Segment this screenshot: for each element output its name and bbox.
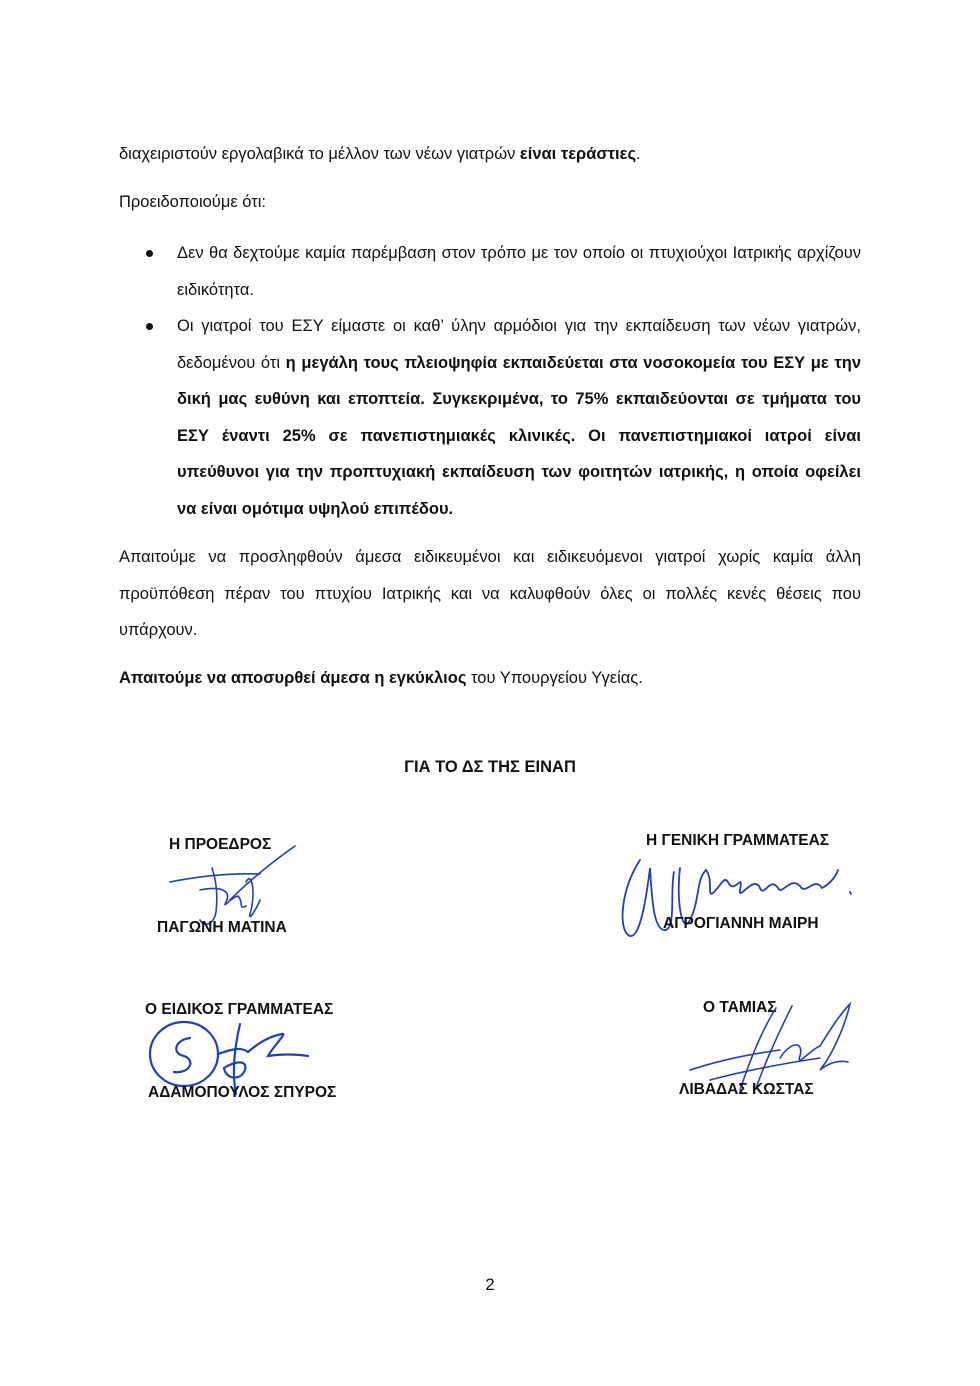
- page-number: 2: [485, 1275, 495, 1294]
- bullet-icon: [146, 323, 153, 330]
- treasurer-role: Ο ΤΑΜΙΑΣ: [703, 999, 777, 1016]
- special-secretary-name: ΑΔΑΜΟΠΟΥΛΟΣ ΣΠΥΡΟΣ: [148, 1084, 337, 1101]
- bullet-item-1: Δεν θα δεχτούμε καμία παρέμβαση στον τρόπο με τον οποίο οι πτυχιούχοι Ιατρικής αρχίζουν ειδικότητα.: [177, 244, 861, 299]
- bold-phrase: η μεγάλη τους πλειοψηφία εκπαιδεύεται στα νοσοκομεία του ΕΣΥ με την δική μας ευθύνη και εποπτεία. Συγκεκριμένα, το 75% εκπαιδεύονται σε τμήματα του ΕΣΥ έναντι 25% σε πανεπιστημιακές κλινικές. Οι πανεπιστημιακοί ιατροί είναι υπεύθυνοι για την προπτυχιακή εκπαίδευση των φοιτητών ιατρικής, η οποία οφείλει να είναι ομότιμα υψηλού επιπέδου.: [177, 353, 861, 518]
- general-secretary-name: ΑΓΡΟΓΙΑΝΝΗ ΜΑΙΡΗ: [663, 915, 819, 932]
- president-name: ΠΑΓΩΝΗ ΜΑΤΙΝΑ: [157, 919, 287, 936]
- bullet-item-2: Οι γιατροί του ΕΣΥ είμαστε οι καθ’ ύλην αρμόδιοι για την εκπαίδευση των νέων γιατρών, δεδομένου ότι η μεγάλη τους πλειοψηφία εκπαιδεύεται στα νοσοκομεία του ΕΣΥ με την δική μας ευθύνη και εποπτεία. Συγκεκριμένα, το 75% εκπαιδεύονται σε τμήματα του ΕΣΥ έναντι 25% σε πανεπιστημιακές κλινικές. Οι πανεπιστημιακοί ιατροί είναι υπεύθυνοι για την προπτυχιακή εκπαίδευση των φοιτητών ιατρικής, η οποία οφείλει να είναι ομότιμα υψηλού επιπέδου.: [177, 317, 861, 518]
- signatures-heading: ΓΙΑ ΤΟ ΔΣ ΤΗΣ ΕΙΝΑΠ: [404, 758, 576, 776]
- treasurer-name: ΛΙΒΑΔΑΣ ΚΩΣΤΑΣ: [679, 1081, 814, 1098]
- bullet-icon: [146, 250, 153, 257]
- paragraph-demand-withdrawal: Απαιτούμε να αποσυρθεί άμεσα η εγκύκλιος του Υπουργείου Υγείας.: [119, 669, 643, 687]
- general-secretary-role: Η ΓΕΝΙΚΗ ΓΡΑΜΜΑΤΕΑΣ: [646, 832, 830, 849]
- bold-phrase: είναι τεράστιες: [519, 145, 637, 163]
- paragraph-continuation: διαχειριστούν εργολαβικά το μέλλον των νέων γιατρών είναι τεράστιες.: [119, 145, 641, 163]
- president-role: Η ΠΡΟΕΔΡΟΣ: [169, 836, 272, 853]
- bold-phrase: Απαιτούμε να αποσυρθεί άμεσα η εγκύκλιος: [119, 669, 467, 687]
- paragraph-demand-hiring: Απαιτούμε να προσληφθούν άμεσα ειδικευμένοι και ειδικευόμενοι γιατροί χωρίς καμία άλλη προϋπόθεση πέραν του πτυχίου Ιατρικής και να καλυφθούν όλες οι πολλές κενές θέσεις που υπάρχουν.: [119, 548, 861, 639]
- special-secretary-role: Ο ΕΙΔΙΚΟΣ ΓΡΑΜΜΑΤΕΑΣ: [145, 1001, 334, 1018]
- paragraph-intro: Προειδοποιούμε ότι:: [119, 193, 266, 211]
